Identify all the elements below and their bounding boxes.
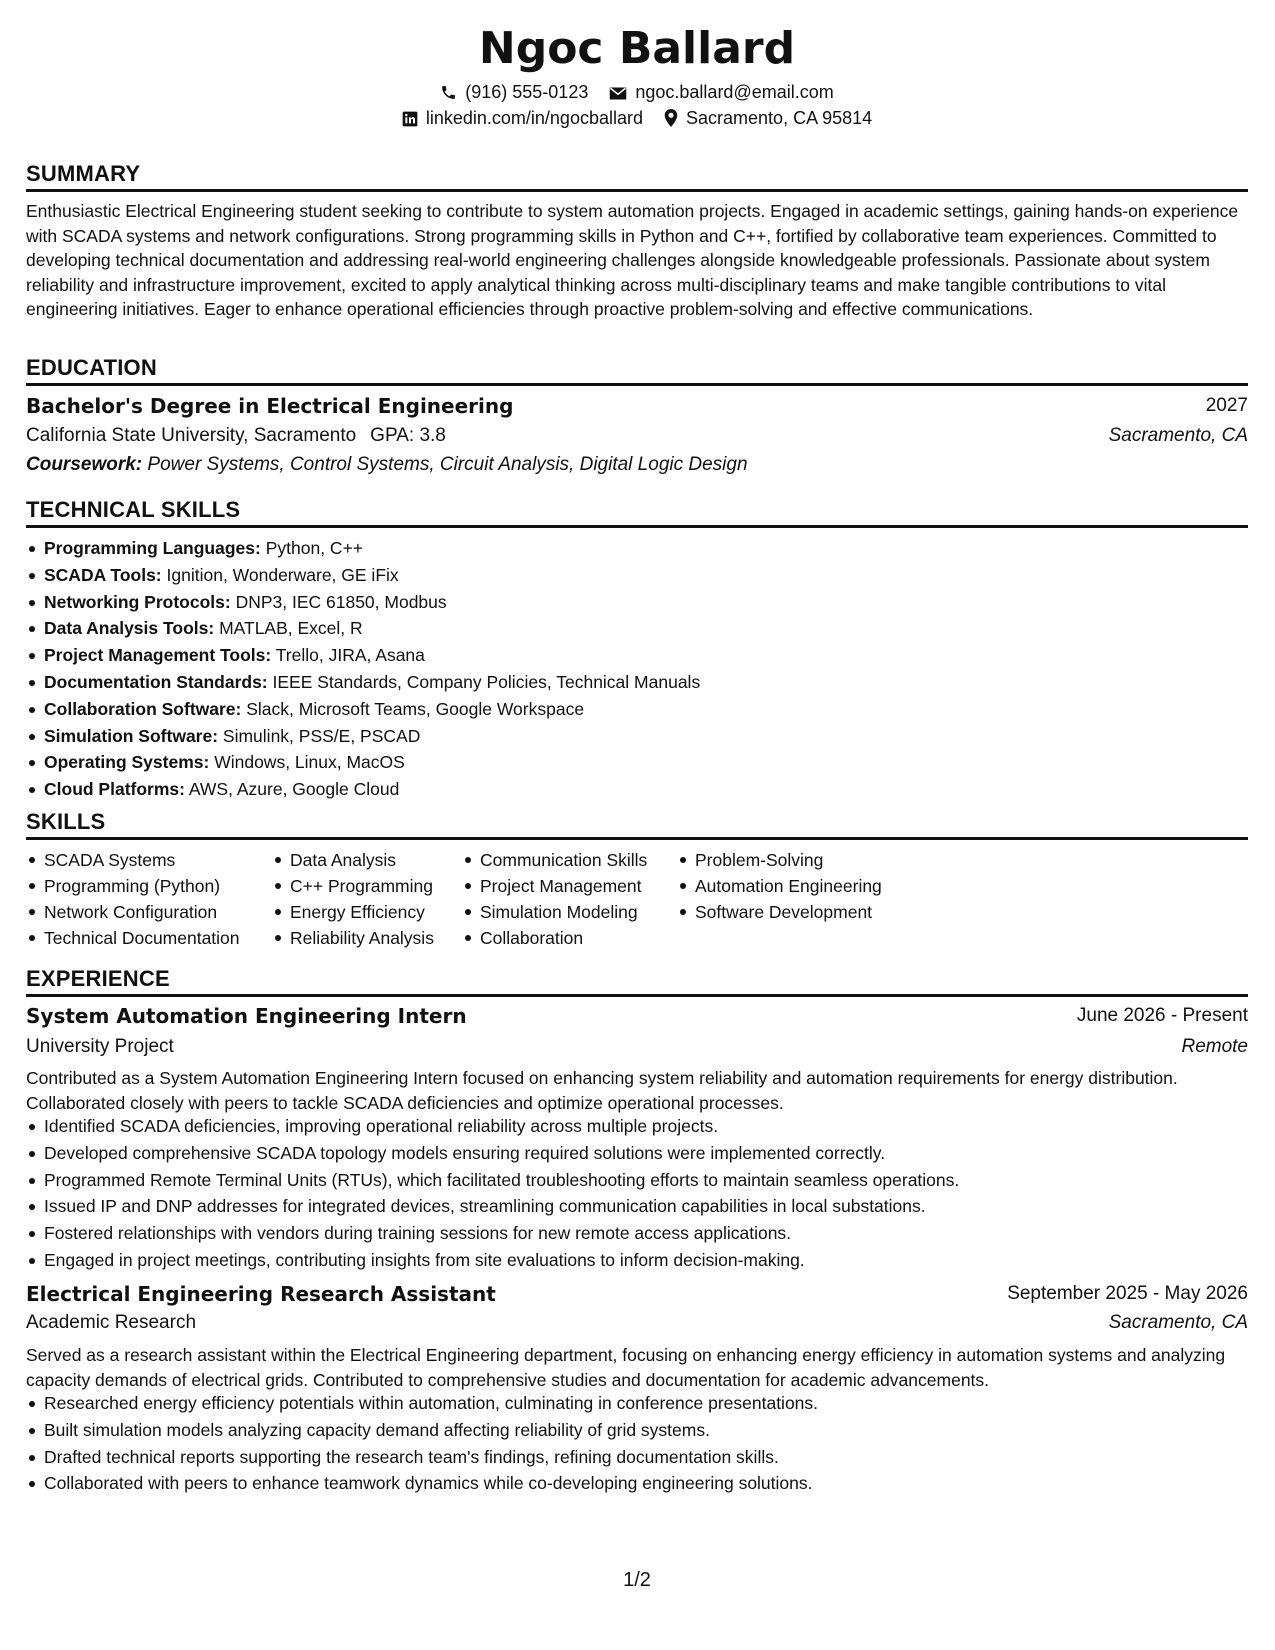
list-item: C++ Programming — [272, 873, 434, 899]
list-item: Programming (Python) — [26, 873, 240, 899]
job-title-row — [26, 1001, 1248, 1031]
linkedin-url[interactable]: linkedin.com/in/ngocballard — [425, 108, 643, 128]
list-item: Energy Efficiency — [272, 899, 434, 925]
summary-heading: SUMMARY — [26, 161, 141, 186]
email-address[interactable]: ngoc.ballard@email.com — [635, 82, 834, 102]
list-item: Collaborated with peers to enhance teamwork dynamics while co-developing engineering solutions. — [26, 1470, 818, 1497]
list-item: Issued IP and DNP addresses for integrated devices, streamlining communication capabilities in local substations. — [26, 1193, 959, 1220]
list-item: Reliability Analysis — [272, 925, 434, 951]
job-title-row — [26, 1279, 1248, 1309]
phone-number: (916) 555-0123 — [465, 82, 589, 102]
linkedin-contact[interactable] — [402, 106, 643, 130]
job-bullets — [26, 1390, 818, 1497]
contact-line-1 — [26, 80, 1248, 104]
job-title: System Automation Engineering Intern — [26, 1004, 467, 1028]
list-item: Identified SCADA deficiencies, improving operational reliability across multiple projects. — [26, 1113, 959, 1140]
job-location: Remote — [1181, 1036, 1248, 1057]
list-item: Networking Protocols: DNP3, IEC 61850, Modbus — [26, 589, 700, 616]
skills-column-1 — [26, 847, 240, 951]
list-item: Software Development — [677, 899, 882, 925]
list-item: Documentation Standards: IEEE Standards, Company Policies, Technical Manuals — [26, 669, 700, 696]
page-number: 1/2 — [623, 1569, 651, 1591]
job-organization: Academic Research — [26, 1312, 197, 1333]
envelope-icon — [609, 86, 627, 101]
list-item: Developed comprehensive SCADA topology models ensuring required solutions were implemented correctly. — [26, 1140, 959, 1167]
list-item: Engaged in project meetings, contributing insights from site evaluations to inform decision-making. — [26, 1247, 959, 1274]
list-item: Collaboration — [462, 925, 647, 951]
contact-line-2 — [26, 106, 1248, 130]
list-item: Fostered relationships with vendors during training sessions for new remote access applications. — [26, 1220, 959, 1247]
job-org-row — [26, 1032, 1248, 1062]
school-location: Sacramento, CA — [1108, 425, 1248, 446]
job-organization: University Project — [26, 1036, 174, 1057]
list-item: Network Configuration — [26, 899, 240, 925]
list-item: Built simulation models analyzing capacity demand affecting reliability of grid systems. — [26, 1417, 818, 1444]
job-location: Sacramento, CA — [1108, 1312, 1248, 1333]
list-item: Programmed Remote Terminal Units (RTUs), which facilitated troubleshooting efforts to maintain seamless operations. — [26, 1167, 959, 1194]
list-item: Automation Engineering — [677, 873, 882, 899]
coursework-label: Coursework: — [26, 454, 143, 475]
skills-column-3 — [462, 847, 647, 951]
linkedin-icon — [402, 111, 418, 127]
email-contact[interactable] — [609, 80, 833, 104]
list-item: Project Management Tools: Trello, JIRA, Asana — [26, 642, 700, 669]
skills-column-4 — [677, 847, 882, 925]
job-title: Electrical Engineering Research Assistant — [26, 1282, 496, 1306]
education-heading: EDUCATION — [26, 355, 157, 380]
list-item: Collaboration Software: Slack, Microsoft Teams, Google Workspace — [26, 696, 700, 723]
location-contact — [664, 106, 872, 130]
section-divider — [26, 837, 1248, 840]
list-item: Simulation Modeling — [462, 899, 647, 925]
job-bullets — [26, 1113, 959, 1274]
map-pin-icon — [664, 109, 678, 127]
phone-icon — [440, 84, 457, 101]
list-item: Cloud Platforms: AWS, Azure, Google Cloud — [26, 776, 700, 803]
coursework-list: Power Systems, Control Systems, Circuit Analysis, Digital Logic Design — [147, 454, 748, 475]
section-divider — [26, 994, 1248, 997]
coursework — [26, 450, 748, 480]
job-description: Contributed as a System Automation Engineering Intern focused on enhancing system reliability and automation requirements for energy distribution. Collaborated closely with peers to tackle SCADA deficiencies and optimize operational processes. — [26, 1068, 1178, 1113]
graduation-year: 2027 — [1205, 395, 1248, 416]
list-item: Data Analysis — [272, 847, 434, 873]
job-description: Served as a research assistant within the Electrical Engineering department, focusing on enhancing energy efficiency in automation systems and analyzing capacity demands of electrical grids. Contributed to comprehensive studies and documentation for academic advancements. — [26, 1345, 1226, 1390]
degree-name: Bachelor's Degree in Electrical Engineering — [26, 394, 514, 418]
summary-text: Enthusiastic Electrical Engineering student seeking to contribute to system automation projects. Engaged in academic settings, gaining hands-on experience with SCADA systems and network configurations. Strong programming skills in Python and C++, fortified by collaborative team experiences. Committed to developing technical documentation and addressing real-world engineering challenges alongside knowledgeable professionals. Passionate about system reliability and infrastructure improvement, excited to apply analytical thinking across multi-disciplinary teams and make tangible contributions to vital engineering initiatives. Eager to enhance operational efficiencies through proactive problem-solving and effective communications. — [26, 201, 1239, 320]
list-item: Operating Systems: Windows, Linux, MacOS — [26, 749, 700, 776]
list-item: Programming Languages: Python, C++ — [26, 535, 700, 562]
list-item: Drafted technical reports supporting the research team's findings, refining documentation skills. — [26, 1444, 818, 1471]
location-text: Sacramento, CA 95814 — [686, 108, 873, 128]
job-dates: June 2026 - Present — [1076, 1005, 1248, 1026]
list-item: Technical Documentation — [26, 925, 240, 951]
list-item: Simulation Software: Simulink, PSS/E, PSCAD — [26, 723, 700, 750]
list-item: Communication Skills — [462, 847, 647, 873]
experience-heading: EXPERIENCE — [26, 966, 170, 991]
school-info — [26, 421, 446, 451]
list-item: SCADA Systems — [26, 847, 240, 873]
skills-column-2 — [272, 847, 434, 951]
section-divider — [26, 525, 1248, 528]
list-item: Problem-Solving — [677, 847, 882, 873]
job-dates: September 2025 - May 2026 — [1007, 1283, 1248, 1304]
candidate-name: Ngoc Ballard — [478, 23, 796, 74]
phone-contact — [440, 80, 588, 104]
list-item: Project Management — [462, 873, 647, 899]
section-divider — [26, 383, 1248, 386]
school-name: California State University, Sacramento — [26, 425, 357, 446]
skills-heading: SKILLS — [26, 809, 106, 834]
list-item: Data Analysis Tools: MATLAB, Excel, R — [26, 615, 700, 642]
education-degree-row — [26, 391, 1248, 421]
list-item: SCADA Tools: Ignition, Wonderware, GE iFix — [26, 562, 700, 589]
section-divider — [26, 189, 1248, 192]
technical-skills-heading: TECHNICAL SKILLS — [26, 497, 241, 522]
gpa: GPA: 3.8 — [370, 425, 446, 446]
technical-skills-list — [26, 535, 700, 803]
job-org-row — [26, 1308, 1248, 1338]
list-item: Researched energy efficiency potentials within automation, culminating in conference presentations. — [26, 1390, 818, 1417]
education-school-row — [26, 421, 1248, 451]
